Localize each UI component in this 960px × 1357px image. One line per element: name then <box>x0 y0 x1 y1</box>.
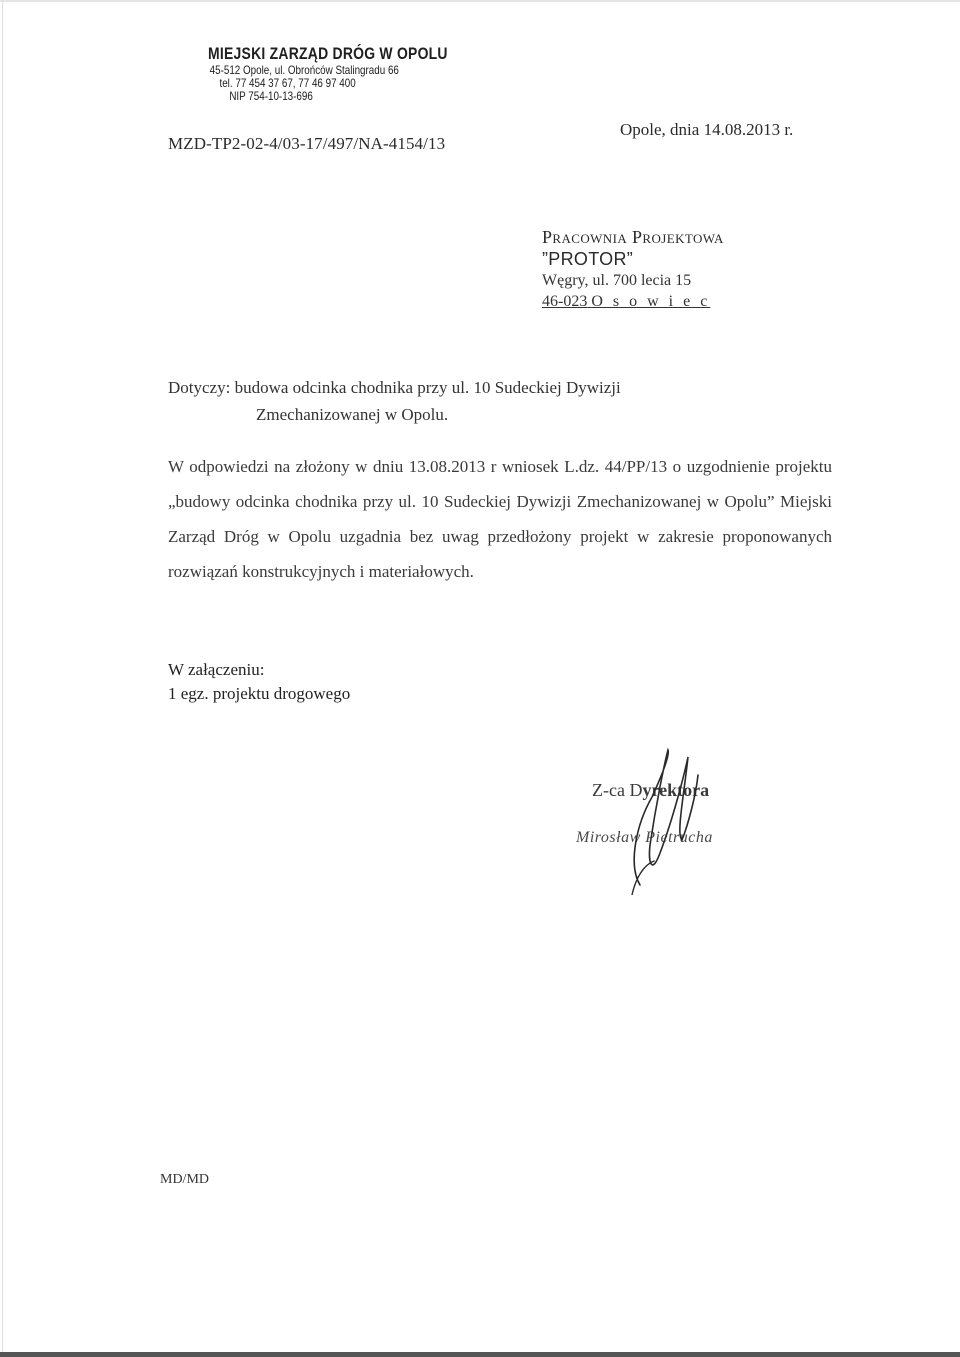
place-date: Opole, dnia 14.08.2013 r. <box>620 120 794 139</box>
scan-edge-top <box>0 0 960 2</box>
recipient-name: Pracownia Projektowa <box>542 227 724 247</box>
sender-address: 45-512 Opole, ul. Obrońców Stalingradu 66 <box>209 63 399 77</box>
scan-edge-bottom <box>0 1352 960 1357</box>
signature-area <box>570 745 770 895</box>
sender-name: MIEJSKI ZARZĄD DRÓG W OPOLU <box>208 44 448 63</box>
recipient-block <box>542 226 724 312</box>
subject-block <box>168 374 621 428</box>
enclosure-item: 1 egz. projektu drogowego <box>168 684 351 703</box>
scan-edge-left <box>2 0 3 1357</box>
subject-line-2: Zmechanizowanej w Opolu. <box>256 405 449 424</box>
recipient-city-line <box>542 291 724 312</box>
handwritten-signature <box>570 745 770 895</box>
sender-nip: NIP 754-10-13-696 <box>229 89 313 103</box>
letter-body: W odpowiedzi na złożony w dniu 13.08.2013 r wniosek L.dz. 44/PP/13 o uzgodnienie projektu „budowy odcinka chodnika przy ul. 10 Sudeckiej Dywizji Zmechanizowanej w Opolu” Miejski Zarząd Dróg w Opolu uzgadnia bez uwag przedłożony projekt w zakresie proponowanych rozwiązań konstrukcyjnych i materiałowych. <box>168 457 832 581</box>
sender-phone: tel. 77 454 37 67, 77 46 97 400 <box>219 76 356 90</box>
reference-number: MZD-TP2-02-4/03-17/497/NA-4154/13 <box>168 134 446 153</box>
enclosure-label: W załączeniu: <box>168 660 265 679</box>
recipient-postcode: 46-023 <box>542 293 588 310</box>
recipient-brand: ”PROTOR” <box>542 249 634 269</box>
enclosure-block <box>168 658 350 706</box>
recipient-city: O s o w i e c <box>591 293 711 310</box>
subject-line-1: Dotyczy: budowa odcinka chodnika przy ul. 10 Sudeckiej Dywizji <box>168 378 621 397</box>
signature-role-suffix: yrektora <box>642 780 710 800</box>
sender-stamp <box>208 44 448 103</box>
signature-role-prefix: Z-ca D <box>592 780 643 800</box>
recipient-street: Węgry, ul. 700 lecia 15 <box>542 272 692 289</box>
signature-name: Mirosław Pietrucha <box>576 829 713 846</box>
footer-initials: MD/MD <box>160 1172 210 1187</box>
